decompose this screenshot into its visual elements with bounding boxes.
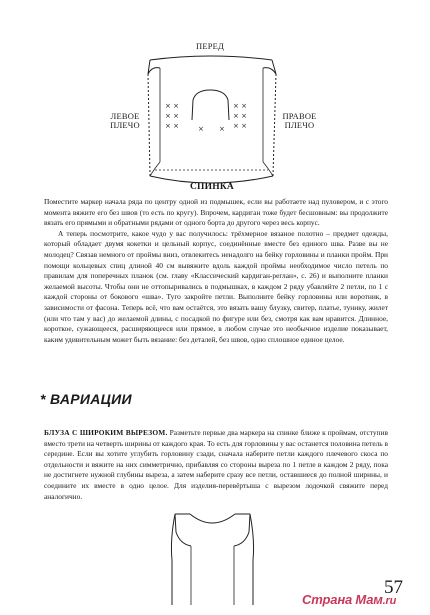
- watermark-brand: Страна Мам: [302, 592, 383, 607]
- yoke-schematic-drawing: [0, 0, 430, 200]
- svg-text:× ×: × ×: [233, 122, 247, 130]
- left-shoulder-label: ЛЕВОЕ ПЛЕЧО: [110, 111, 140, 130]
- main-text-block: [44, 197, 388, 345]
- yoke-construction-diagram: [0, 0, 430, 200]
- section-text-block: [44, 428, 388, 502]
- paragraph-2: А теперь посмотрите, какое чудо у вас получилось: трёхмерное вязаное полотно – предмет одежды, который обладает двумя кокетки и цельный корпус, соединённые вместе без единого шва. Разве вы не молодец? Связав немного от проймы вниз, отвлекитесь ненадолго на бейку горловины и планки пройм. При помощи кольцевых спиц длиной 40 см вывяжите вдоль каждой проймы необходимое число петель по правилам для поперечных планок (см. главу «Классический кардиган-реглан», с. 26) и выполните планки желаемой высоты. Чтобы они не оттопыривались в подмышках, в каждом 2 ряду убавляйте 2 петли, по 1 с каждой стороны от бокового «шва». Туго закройте петли. Выполните бейку горловины или воротник, в зависимости от фасона. Теперь всё, что вам остаётся, это вязать вашу блузку, свитер, платье, тунику, жилет (или что там у вас) до желаемой длины, с посадкой по фигуре или без, смотря как вам нравится. Длинное, короткое, сужающееся, расширяющееся или прямое, в любом случае это необычное изделие показывает, каким удивительным может быть вязание: без деталей, без швов, одно сплошное единое целое.: [44, 228, 388, 344]
- site-watermark: [302, 592, 396, 607]
- svg-text:× ×: × ×: [233, 112, 247, 120]
- section-heading-variations: * ВАРИАЦИИ: [40, 391, 132, 407]
- back-label: СПИНКА: [190, 182, 234, 192]
- page-number: 57: [384, 577, 403, 598]
- section-body: Разметьте первые два маркера на спинке ближе к проймам, отступив вместо трети на четверть ширины от каждого края. То есть для горловины у вас останется половина петель в середине. Если вы хотите углубить горловину сзади, сначала наберите петли каждого плечевого скоса по отдельности и вяжите на них симметрично, прибавляя со стороны выреза по 1 петле в каждом 2 ряду, пока не достигнете нужной глубины выреза, а затем наберите сразу все петли, оставшиеся до полной ширины, и соедините их вместе в одно целое. Для изделия-перевёртыша с вырезом лодочкой свяжите перед аналогично.: [44, 428, 388, 501]
- section-paragraph: [44, 428, 388, 502]
- section-lead: БЛУЗА С ШИРОКИМ ВЫРЕЗОМ.: [44, 428, 168, 437]
- svg-text:× ×: × ×: [165, 112, 179, 120]
- watermark-domain: .ru: [382, 595, 397, 607]
- svg-text:× ×: × ×: [165, 102, 179, 110]
- front-label: ПЕРЕД: [196, 41, 225, 51]
- right-shoulder-label: ПРАВОЕ ПЛЕЧО: [282, 111, 317, 130]
- svg-text:×: ×: [219, 125, 225, 133]
- paragraph-1: Поместите маркер начала ряда по центру одной из подмышек, если вы работаете над пуловером, и с этого момента вяжите его без швов (то есть по кругу). Впрочем, кардиган тоже будет бесшовным: вы продолжите вязать его прямыми и обратными рядами от одного борта до другого через весь корпус.: [44, 197, 388, 228]
- svg-text:×: ×: [198, 125, 204, 133]
- svg-text:× ×: × ×: [233, 102, 247, 110]
- svg-text:× ×: × ×: [165, 122, 179, 130]
